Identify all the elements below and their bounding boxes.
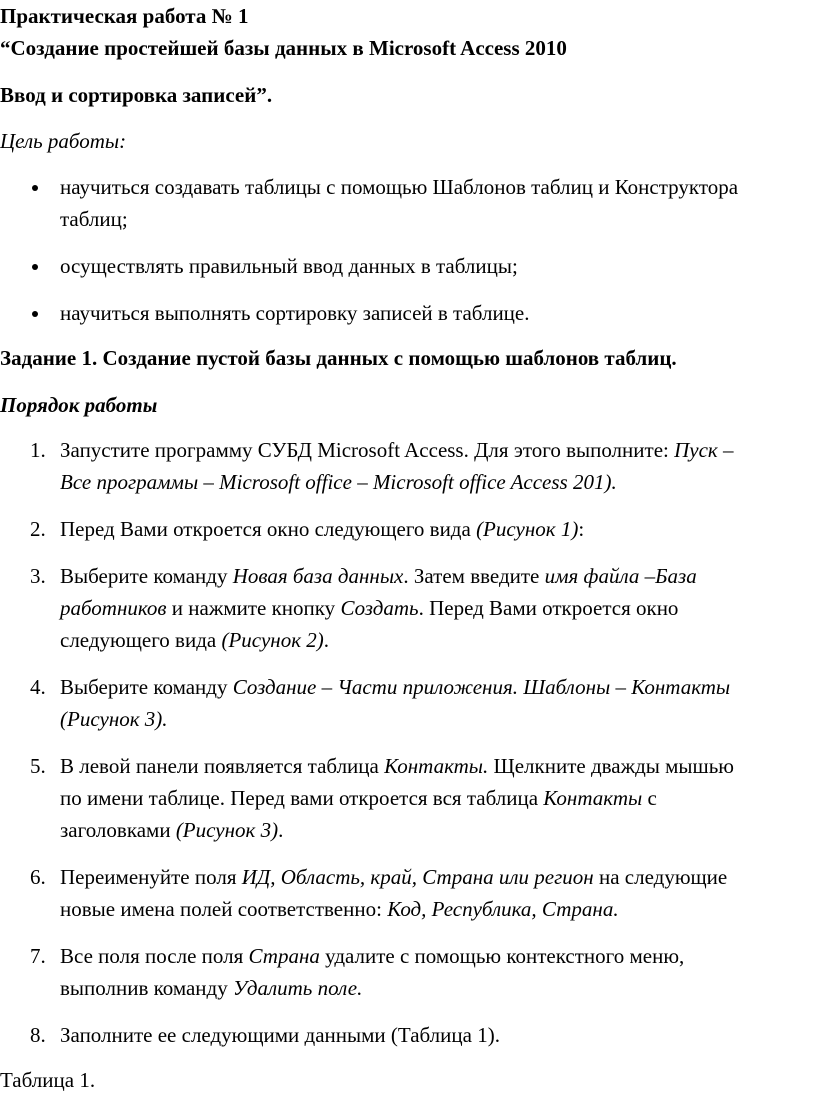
task-heading: Задание 1. Создание пустой базы данных с помощью шаблонов таблиц. bbox=[0, 346, 677, 370]
step-1-line-1: Запустите программу СУБД Microsoft Access. Для этого выполните: Пуск – bbox=[60, 438, 734, 462]
goal-1-line-1: научиться создавать таблицы с помощью Шаблонов таблиц и Конструктора bbox=[60, 175, 739, 199]
goal-label: Цель работы: bbox=[0, 129, 127, 153]
step-3-line-3: следующего вида (Рисунок 2). bbox=[60, 628, 330, 652]
step-3-number: 3. bbox=[30, 564, 46, 588]
title-line-1: Практическая работа № 1 bbox=[0, 4, 249, 28]
procedure-heading: Порядок работы bbox=[0, 393, 158, 417]
step-3-line-2: работников и нажмите кнопку Создать. Перед Вами откроется окно bbox=[60, 596, 679, 620]
title-line-2: “Создание простейшей базы данных в Microsoft Access 2010 bbox=[0, 36, 567, 60]
goal-2-line-1: осуществлять правильный ввод данных в таблицы; bbox=[60, 254, 518, 278]
step-7-line-1: Все поля после поля Страна удалите с помощью контекстного меню, bbox=[60, 944, 685, 968]
table-caption: Таблица 1. bbox=[0, 1068, 96, 1092]
step-1-line-2: Все программы – Microsoft office – Microsoft office Access 201). bbox=[60, 470, 617, 494]
step-1-number: 1. bbox=[30, 438, 46, 462]
step-6-line-2: новые имена полей соответственно: Код, Республика, Страна. bbox=[60, 897, 619, 921]
step-7-number: 7. bbox=[30, 944, 46, 968]
title-line-3: Ввод и сортировка записей”. bbox=[0, 83, 273, 107]
step-5-line-3: заголовками (Рисунок 3). bbox=[60, 818, 284, 842]
goal-3-line-1: научиться выполнять сортировку записей в таблице. bbox=[60, 301, 530, 325]
step-5-line-1: В левой панели появляется таблица Контакты. Щелкните дважды мышью bbox=[60, 754, 734, 778]
goal-1-line-2: таблиц; bbox=[60, 207, 128, 231]
step-8-number: 8. bbox=[30, 1023, 46, 1047]
step-2-number: 2. bbox=[30, 517, 46, 541]
bullet-dot bbox=[32, 311, 38, 317]
step-6-number: 6. bbox=[30, 865, 46, 889]
step-4-line-2: (Рисунок 3). bbox=[60, 707, 168, 731]
step-4-number: 4. bbox=[30, 675, 46, 699]
step-6-line-1: Переименуйте поля ИД, Область, край, Страна или регион на следующие bbox=[60, 865, 728, 889]
step-5-line-2: по имени таблице. Перед вами откроется вся таблица Контакты с bbox=[60, 786, 657, 810]
bullet-dot bbox=[32, 185, 38, 191]
step-3-line-1: Выберите команду Новая база данных. Затем введите имя файла –База bbox=[60, 564, 697, 588]
step-2-line-1: Перед Вами откроется окно следующего вида (Рисунок 1): bbox=[60, 517, 585, 541]
bullet-dot bbox=[32, 264, 38, 270]
step-8-line-1: Заполните ее следующими данными (Таблица 1). bbox=[60, 1023, 500, 1047]
step-4-line-1: Выберите команду Создание – Части приложения. Шаблоны – Контакты bbox=[60, 675, 731, 699]
step-5-number: 5. bbox=[30, 754, 46, 778]
step-7-line-2: выполнив команду Удалить поле. bbox=[60, 976, 363, 1000]
